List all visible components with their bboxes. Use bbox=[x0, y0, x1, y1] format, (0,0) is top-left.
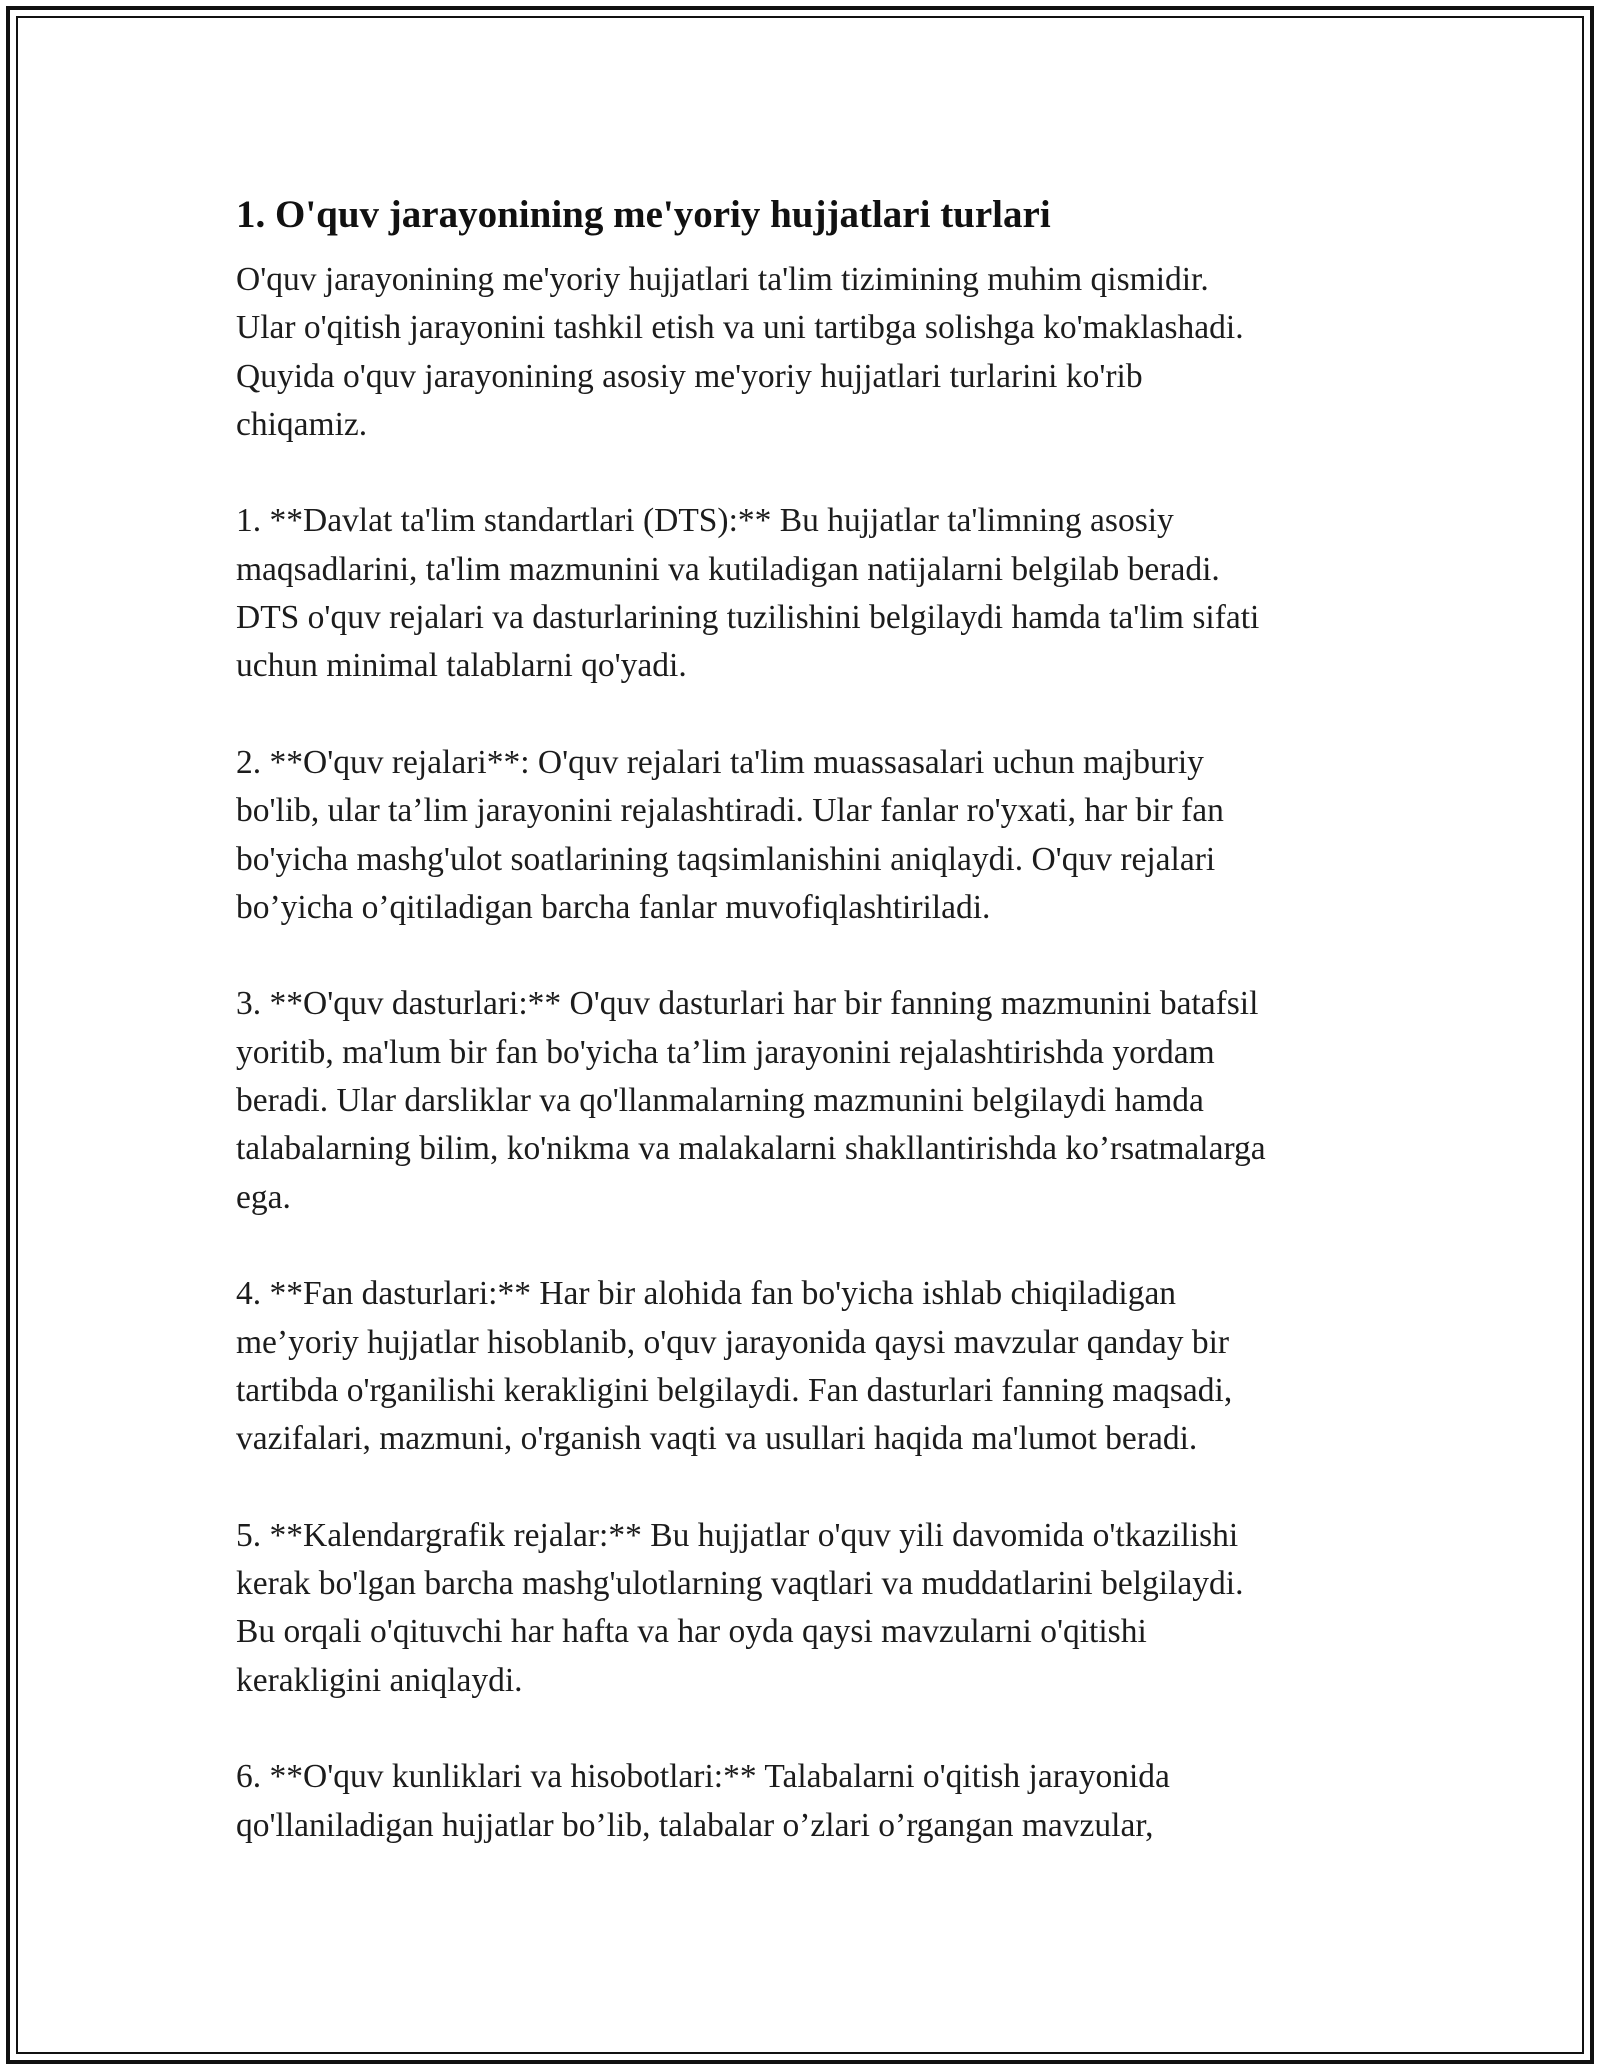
paragraph-gap bbox=[236, 1463, 1386, 1511]
text-line: qo'llaniladigan hujjatlar bo’lib, talabalar o’zlari o’rgangan mavzular, bbox=[236, 1806, 1154, 1844]
text-line: 1. **Davlat ta'lim standartlari (DTS):** Bu hujjatlar ta'limning asosiy bbox=[236, 502, 1174, 540]
text-line: 3. **O'quv dasturlari:** O'quv dasturlari har bir fanning mazmunini batafsil bbox=[236, 985, 1259, 1023]
text-line: me’yoriy hujjatlar hisoblanib, o'quv jarayonida qaysi mavzular qanday bir bbox=[236, 1323, 1230, 1361]
text-line: kerakligini aniqlaydi. bbox=[236, 1661, 523, 1699]
list-item-kalendargrafik bbox=[236, 1512, 1386, 1705]
text-line: beradi. Ular darsliklar va qo'llanmalarning mazmunini belgilaydi hamda bbox=[236, 1082, 1204, 1120]
text-line: DTS o'quv rejalari va dasturlarining tuzilishini belgilaydi hamda ta'lim sifati bbox=[236, 599, 1260, 637]
intro-paragraph bbox=[236, 256, 1386, 449]
text-line: kerak bo'lgan barcha mashg'ulotlarning vaqtlari va muddatlarini belgilaydi. bbox=[236, 1565, 1244, 1603]
text-line: maqsadlarini, ta'lim mazmunini va kutiladigan natijalarni belgilab beradi. bbox=[236, 550, 1220, 588]
text-line: vazifalari, mazmuni, o'rganish vaqti va usullari haqida ma'lumot beradi. bbox=[236, 1420, 1198, 1458]
text-line: uchun minimal talablarni qo'yadi. bbox=[236, 647, 687, 685]
paragraph-gap bbox=[236, 1222, 1386, 1270]
text-line: O'quv jarayonining me'yoriy hujjatlari ta'lim tizimining muhim qismidir. bbox=[236, 261, 1209, 298]
paragraph-gap bbox=[236, 932, 1386, 980]
paragraph-gap bbox=[236, 1705, 1386, 1753]
list-item-oquv-dasturlari bbox=[236, 980, 1386, 1221]
text-line: 2. **O'quv rejalari**: O'quv rejalari ta'lim muassasalari uchun majburiy bbox=[236, 743, 1204, 781]
paragraph-gap bbox=[236, 691, 1386, 739]
text-line: Quyida o'quv jarayonining asosiy me'yoriy hujjatlari turlarini ko'rib bbox=[236, 357, 1143, 395]
list-item-fan-dasturlari bbox=[236, 1270, 1386, 1463]
text-line: bo’yicha o’qitiladigan barcha fanlar muvofiqlashtiriladi. bbox=[236, 888, 991, 926]
text-line: chiqamiz. bbox=[236, 405, 368, 443]
list-item-dts bbox=[236, 497, 1386, 690]
text-line: bo'yicha mashg'ulot soatlarining taqsimlanishini aniqlaydi. O'quv rejalari bbox=[236, 840, 1216, 878]
paragraph-gap bbox=[236, 449, 1386, 497]
text-line: 5. **Kalendargrafik rejalar:** Bu hujjatlar o'quv yili davomida o'tkazilishi bbox=[236, 1516, 1239, 1554]
document-body bbox=[236, 180, 1386, 1850]
text-line: yoritib, ma'lum bir fan bo'yicha ta’lim jarayonini rejalashtirishda yordam bbox=[236, 1033, 1215, 1071]
text-line: talabalarning bilim, ko'nikma va malakalarni shakllantirishda ko’rsatmalarga bbox=[236, 1130, 1266, 1168]
text-line: bo'lib, ular ta’lim jarayonini rejalashtiradi. Ular fanlar ro'yxati, har bir fan bbox=[236, 792, 1224, 830]
text-line: 6. **O'quv kunliklari va hisobotlari:** Talabalarni o'qitish jarayonida bbox=[236, 1758, 1170, 1796]
document-title: 1. O'quv jarayonining me'yoriy hujjatlari turlari bbox=[236, 193, 1051, 236]
text-line: Ular o'qitish jarayonini tashkil etish va uni tartibga solishga ko'maklashadi. bbox=[236, 309, 1244, 347]
text-line: Bu orqali o'qituvchi har hafta va har oyda qaysi mavzularni o'qitishi bbox=[236, 1613, 1147, 1651]
text-line: 4. **Fan dasturlari:** Har bir alohida fan bo'yicha ishlab chiqiladigan bbox=[236, 1275, 1177, 1313]
text-line: ega. bbox=[236, 1178, 291, 1216]
text-line: tartibda o'rganilishi kerakligini belgilaydi. Fan dasturlari fanning maqsadi, bbox=[236, 1371, 1233, 1409]
list-item-oquv-rejalari bbox=[236, 739, 1386, 932]
list-item-kunliklar bbox=[236, 1753, 1386, 1850]
